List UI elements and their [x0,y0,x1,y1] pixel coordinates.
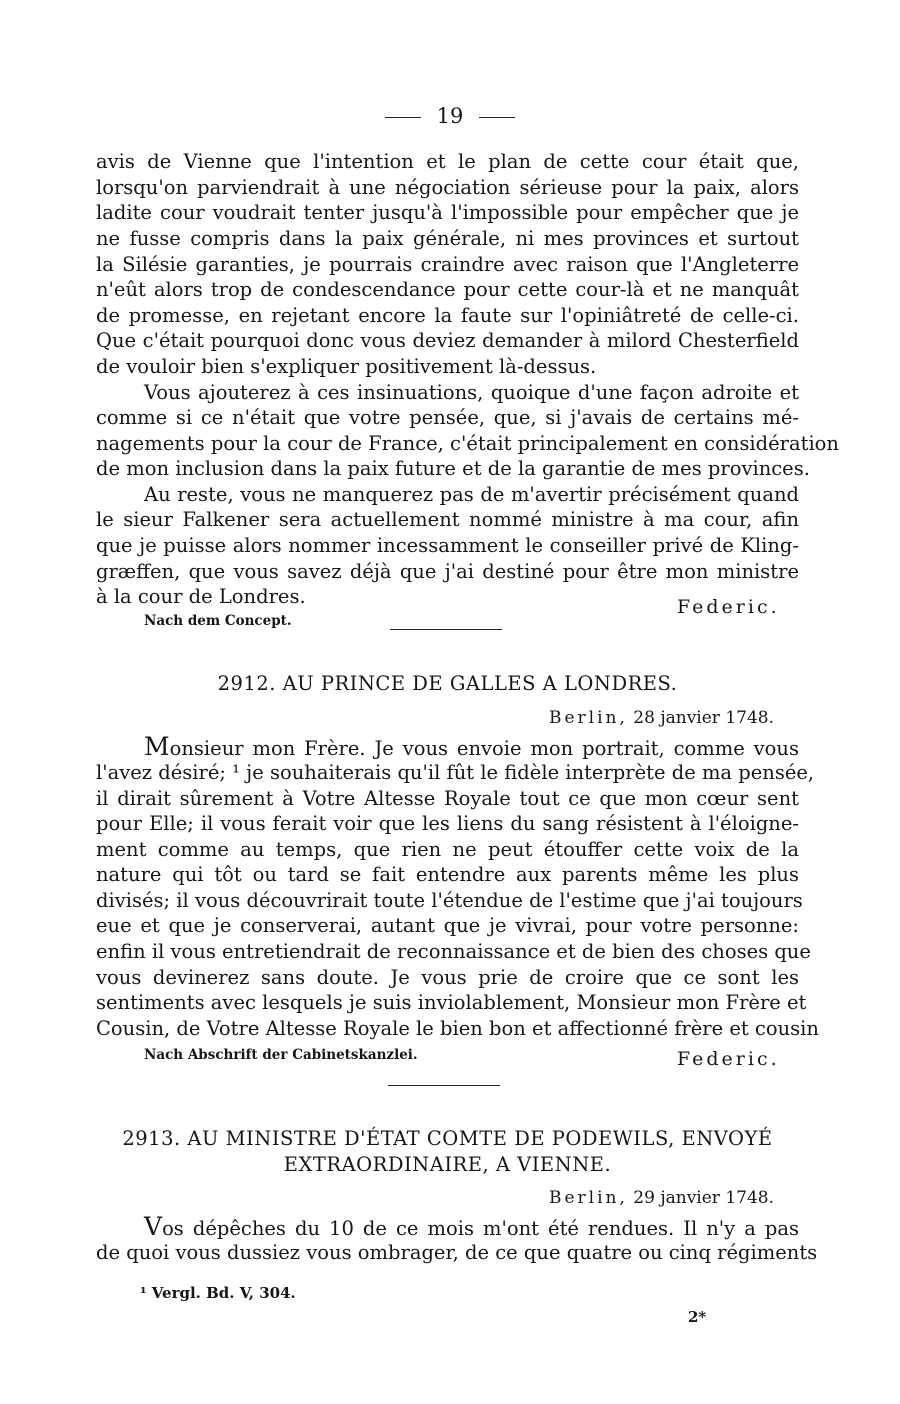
text-line: de promesse, en rejetant encore la faute sur l'opiniâtreté de celle-ci. [96,304,799,327]
dateline-date: 28 janvier 1748. [633,708,774,728]
text-line: de vouloir bien s'expliquer positivement là-dessus. [96,355,597,378]
text-line: divisés; il vous découvrirait toute l'étendue de l'estime que j'ai toujours [96,889,803,912]
source-note: Nach dem Concept. [144,613,292,629]
signature: Federic. [677,596,780,618]
text-line: Au reste, vous ne manquerez pas de m'avertir précisément quand [144,483,799,506]
page-number-dash-left [385,117,421,118]
text-line: eue et que je conserverai, autant que je vivrai, pour votre personne: [96,914,799,937]
initial-letter: V [144,1212,163,1241]
signature: Federic. [677,1048,780,1070]
text-line: de mon inclusion dans la paix future et de la garantie de mes provinces. [96,457,810,480]
text-line: nagements pour la cour de France, c'était principalement en considération [96,432,839,455]
text-line-first [144,1214,799,1240]
dateline-city: Berlin, [548,1188,628,1208]
text-line: pour Elle; il vous ferait voir que les liens du sang résistent à l'éloigne- [96,812,799,835]
text-line: de quoi vous dussiez vous ombrager, de ce que quatre ou cinq régiments [96,1241,818,1264]
text-line: ladite cour voudrait tenter jusqu'à l'impossible pour empêcher que je [96,201,799,224]
text-line: il dirait sûrement à Votre Altesse Royale tout ce que mon cœur sent [96,787,799,810]
text-line: lorsqu'on parviendrait à une négociation sérieuse pour la paix, alors [96,176,799,199]
text-line-first [144,734,799,760]
text-line: avis de Vienne que l'intention et le plan de cette cour était que, [96,150,799,173]
section-divider [388,1085,500,1086]
page-number-dash-right [479,117,515,118]
text-line: n'eût alors trop de condescendance pour cette cour-là et ne manquât [96,278,799,301]
text-line: le sieur Falkener sera actuellement nommé ministre à ma cour, afin [96,508,799,531]
page-number [0,102,900,130]
page-number-text: 19 [436,104,464,128]
text-line: vous devinerez sans doute. Je vous prie de croire que ce sont les [96,966,799,989]
text-line: græffen, que vous savez déjà que j'ai destiné pour être mon ministre [96,560,799,583]
text-line: Que c'était pourquoi donc vous deviez demander à milord Chesterfield [96,329,799,352]
text-line: à la cour de Londres. [96,585,306,608]
text-line: sentiments avec lesquels je suis inviolablement, Monsieur mon Frère et [96,991,807,1014]
initial-letter: M [144,732,170,761]
text-line: l'avez désiré; ¹ je souhaiterais qu'il fût le fidèle interprète de ma pensée, [96,761,815,784]
text-line-rest: onsieur mon Frère. Je vous envoie mon portrait, comme vous [169,737,799,760]
dateline-city: Berlin, [548,708,628,728]
section-divider [390,629,502,630]
source-note: Nach Abschrift der Cabinetskanzlei. [144,1047,418,1063]
text-line-rest: os dépêches du 10 de ce mois m'ont été rendues. Il n'y a pas [162,1217,799,1240]
text-line: enfin il vous entretiendrait de reconnaissance et de bien des choses que [96,940,811,963]
text-line: ment comme au temps, que rien ne peut étouffer cette voix de la [96,838,799,861]
text-line: ne fusse compris dans la paix générale, ni mes provinces et surtout [96,227,799,250]
dateline-date: 29 janvier 1748. [633,1188,774,1208]
text-line: comme si ce n'était que votre pensée, que, si j'avais de certains mé- [96,406,799,429]
text-line: Vous ajouterez à ces insinuations, quoique d'une façon adroite et [144,381,799,404]
dateline [549,1186,774,1210]
text-line: Cousin, de Votre Altesse Royale le bien bon et affectionné frère et cousin [96,1017,819,1040]
text-line: que je puisse alors nommer incessamment le conseiller privé de Kling- [96,534,799,557]
text-line: la Silésie garanties, je pourrais craindre avec raison que l'Angleterre [96,253,799,276]
text-line: nature qui tôt ou tard se fait entendre aux parents même les plus [96,863,799,886]
dateline [549,706,774,730]
letter-heading-line2: EXTRAORDINAIRE, A VIENNE. [283,1153,612,1176]
letter-heading-line1: 2913. AU MINISTRE D'ÉTAT COMTE DE PODEWILS, ENVOYÉ [122,1127,773,1150]
letter-heading: 2912. AU PRINCE DE GALLES A LONDRES. [217,672,678,695]
signature-mark: 2* [688,1308,707,1326]
footnote: ¹ Vergl. Bd. V, 304. [140,1284,296,1302]
